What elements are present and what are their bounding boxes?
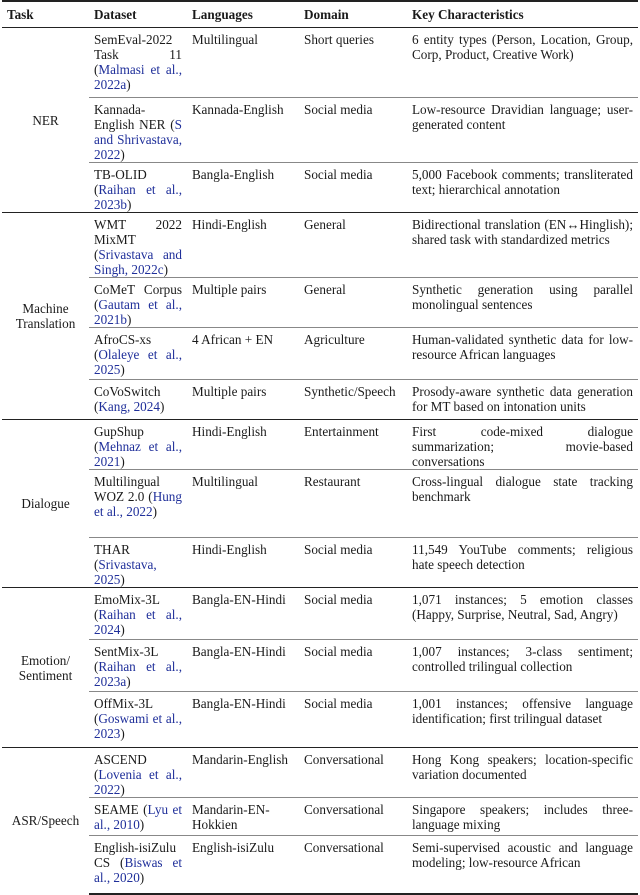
domain-cell: Conversational — [299, 836, 407, 894]
table-body — [2, 28, 638, 894]
citation-link[interactable]: Raihan et al., 2023b — [94, 182, 182, 212]
task-cell: NER — [2, 28, 89, 213]
table-row — [2, 798, 638, 836]
dataset-name: Kannada-English NER — [94, 102, 166, 132]
dataset-cell: GupShup (Mehnaz et al., 2021) — [89, 420, 187, 470]
key-characteristics-cell: Low-resource Dravidian language; user-generated content — [407, 98, 638, 163]
key-characteristics-cell: Cross-lingual dialogue state tracking benchmark — [407, 470, 638, 538]
dataset-name: GupShup — [94, 424, 144, 439]
domain-cell: Restaurant — [299, 470, 407, 538]
task-cell: Emotion/ Sentiment — [2, 588, 89, 748]
citation-link[interactable]: Olaleye et al., 2025 — [94, 347, 182, 377]
domain-cell: General — [299, 278, 407, 328]
dataset-name: CoVoSwitch — [94, 384, 161, 399]
dataset-name: English-isiZulu CS — [94, 840, 177, 870]
dataset-cell: Kannada-English NER (S and Shrivastava, 2022) — [89, 98, 187, 163]
dataset-cell: SentMix-3L (Raihan et al., 2023a) — [89, 640, 187, 692]
dataset-cell: Multilingual WOZ 2.0 (Hung et al., 2022) — [89, 470, 187, 538]
languages-cell: Bangla-EN-Hindi — [187, 692, 299, 748]
languages-cell: Hindi-English — [187, 420, 299, 470]
dataset-name: OffMix-3L — [94, 696, 153, 711]
table-row — [2, 470, 638, 538]
dataset-cell: ASCEND (Lovenia et al., 2022) — [89, 748, 187, 798]
languages-cell: Multiple pairs — [187, 380, 299, 420]
domain-cell: Conversational — [299, 748, 407, 798]
citation-link[interactable]: Raihan et al., 2024 — [94, 607, 182, 637]
domain-cell: Conversational — [299, 798, 407, 836]
dataset-cell: TB-OLID (Raihan et al., 2023b) — [89, 163, 187, 213]
table-row — [2, 748, 638, 798]
dataset-cell: AfroCS-xs (Olaleye et al., 2025) — [89, 328, 187, 380]
citation-link[interactable]: Lyu et al., 2010 — [94, 802, 182, 832]
languages-cell: Hindi-English — [187, 538, 299, 588]
languages-cell: Bangla-English — [187, 163, 299, 213]
languages-cell: Mandarin-English — [187, 748, 299, 798]
languages-cell: Bangla-EN-Hindi — [187, 640, 299, 692]
citation-link[interactable]: S and Shrivastava, 2022 — [94, 117, 182, 162]
citation-link[interactable]: Malmasi et al., 2022a — [94, 62, 182, 92]
citation-link[interactable]: Srivastava and Singh, 2022c — [94, 247, 182, 277]
languages-cell: Hindi-English — [187, 213, 299, 278]
key-characteristics-cell: 11,549 YouTube comments; religious hate speech detection — [407, 538, 638, 588]
languages-cell: Multiple pairs — [187, 278, 299, 328]
citation-link[interactable]: Raihan et al., 2023a — [94, 659, 182, 689]
key-characteristics-cell: Semi-supervised acoustic and language modeling; low-resource African — [407, 836, 638, 894]
citation-link[interactable]: Gautam et al., 2021b — [94, 297, 182, 327]
table-row — [2, 692, 638, 748]
task-cell: Machine Translation — [2, 213, 89, 420]
dataset-name: WMT 2022 MixMT — [94, 217, 182, 247]
dataset-cell: CoVoSwitch (Kang, 2024) — [89, 380, 187, 420]
languages-cell: 4 African + EN — [187, 328, 299, 380]
dataset-name: CoMeT Corpus — [94, 282, 182, 297]
dataset-name: EmoMix-3L — [94, 592, 160, 607]
key-characteristics-cell: Human-validated synthetic data for low-resource African languages — [407, 328, 638, 380]
dataset-cell: WMT 2022 MixMT (Srivastava and Singh, 2022c) — [89, 213, 187, 278]
datasets-table — [2, 0, 638, 895]
table-row — [2, 28, 638, 98]
citation-link[interactable]: Lovenia et al., 2022 — [94, 767, 182, 797]
domain-cell: Social media — [299, 640, 407, 692]
citation-link[interactable]: Goswami et al., 2023 — [94, 711, 182, 741]
task-cell: ASR/Speech — [2, 748, 89, 894]
dataset-name: SemEval-2022 Task 11 — [94, 32, 182, 62]
table-row — [2, 836, 638, 894]
key-characteristics-cell: Synthetic generation using parallel monolingual sentences — [407, 278, 638, 328]
domain-cell: Social media — [299, 163, 407, 213]
dataset-name: AfroCS-xs — [94, 332, 152, 347]
table-row — [2, 420, 638, 470]
domain-cell: Social media — [299, 692, 407, 748]
citation-link[interactable]: Kang, 2024 — [98, 399, 160, 414]
dataset-name: ASCEND — [94, 752, 147, 767]
dataset-name: Multilingual WOZ 2.0 — [94, 474, 160, 504]
domain-cell: General — [299, 213, 407, 278]
dataset-cell: THAR (Srivastava, 2025) — [89, 538, 187, 588]
dataset-cell: SemEval-2022 Task 11 (Malmasi et al., 2022a) — [89, 28, 187, 98]
languages-cell: Multilingual — [187, 470, 299, 538]
languages-cell: Bangla-EN-Hindi — [187, 588, 299, 640]
citation-link[interactable]: Mehnaz et al., 2021 — [94, 439, 182, 469]
citation-link[interactable]: Srivastava, 2025 — [94, 557, 157, 587]
dataset-cell: SEAME (Lyu et al., 2010) — [89, 798, 187, 836]
key-characteristics-cell: 1,007 instances; 3-class sentiment; controlled trilingual collection — [407, 640, 638, 692]
dataset-name: TB-OLID — [94, 167, 147, 182]
domain-cell: Social media — [299, 538, 407, 588]
citation-link[interactable]: Hung et al., 2022 — [94, 489, 182, 519]
table-row — [2, 213, 638, 278]
dataset-cell: CoMeT Corpus (Gautam et al., 2021b) — [89, 278, 187, 328]
key-characteristics-cell: Hong Kong speakers; location-specific variation documented — [407, 748, 638, 798]
key-characteristics-cell: Prosody-aware synthetic data generation for MT based on intonation units — [407, 380, 638, 420]
header-row — [2, 1, 638, 28]
domain-cell: Entertainment — [299, 420, 407, 470]
header-key-characteristics: Key Characteristics — [412, 7, 524, 22]
dataset-name: SEAME — [94, 802, 139, 817]
dataset-cell: EmoMix-3L (Raihan et al., 2024) — [89, 588, 187, 640]
table-row — [2, 328, 638, 380]
table-row — [2, 163, 638, 213]
table-row — [2, 588, 638, 640]
domain-cell: Social media — [299, 588, 407, 640]
header-task: Task — [7, 7, 34, 22]
domain-cell: Agriculture — [299, 328, 407, 380]
dataset-name: SentMix-3L — [94, 644, 158, 659]
table-row — [2, 278, 638, 328]
key-characteristics-cell: 1,001 instances; offensive language identification; first trilingual dataset — [407, 692, 638, 748]
dataset-cell: OffMix-3L (Goswami et al., 2023) — [89, 692, 187, 748]
citation-link[interactable]: Biswas et al., 2020 — [94, 855, 182, 885]
key-characteristics-cell: 1,071 instances; 5 emotion classes (Happy, Surprise, Neutral, Sad, Angry) — [407, 588, 638, 640]
domain-cell: Short queries — [299, 28, 407, 98]
key-characteristics-cell: Bidirectional translation (EN↔Hinglish); shared task with standardized metrics — [407, 213, 638, 278]
table-row — [2, 380, 638, 420]
task-cell: Dialogue — [2, 420, 89, 588]
languages-cell: English-isiZulu — [187, 836, 299, 894]
header-domain: Domain — [304, 7, 349, 22]
dataset-cell: English-isiZulu CS (Biswas et al., 2020) — [89, 836, 187, 894]
domain-cell: Social media — [299, 98, 407, 163]
languages-cell: Multilingual — [187, 28, 299, 98]
key-characteristics-cell: First code-mixed dialogue summarization; movie-based conversations — [407, 420, 638, 470]
header-dataset: Dataset — [94, 7, 137, 22]
languages-cell: Kannada-English — [187, 98, 299, 163]
table-row — [2, 98, 638, 163]
table-row — [2, 640, 638, 692]
key-characteristics-cell: Singapore speakers; includes three-language mixing — [407, 798, 638, 836]
key-characteristics-cell: 6 entity types (Person, Location, Group, Corp, Product, Creative Work) — [407, 28, 638, 98]
table-row — [2, 538, 638, 588]
domain-cell: Synthetic/Speech — [299, 380, 407, 420]
dataset-name: THAR — [94, 542, 130, 557]
languages-cell: Mandarin-EN-Hokkien — [187, 798, 299, 836]
header-languages: Languages — [192, 7, 253, 22]
key-characteristics-cell: 5,000 Facebook comments; transliterated text; hierarchical annotation — [407, 163, 638, 213]
